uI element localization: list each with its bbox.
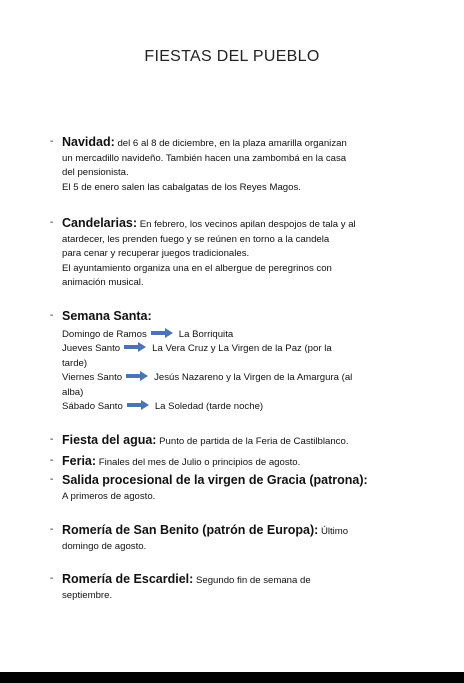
section-text: A primeros de agosto.: [62, 490, 156, 502]
section-text: animación musical.: [62, 277, 144, 288]
section-text: El 5 de enero salen las cabalgatas de los Reyes Magos.: [62, 181, 301, 193]
bullet: -: [50, 136, 54, 147]
section-text: del pensionista.: [62, 167, 129, 178]
procession-day: Jueves Santo: [62, 343, 121, 354]
procession-row: [62, 342, 407, 357]
section-text: El ayuntamiento organiza una en el albergue de peregrinos con: [62, 262, 332, 274]
section-heading: Romería de San Benito (patrón de Europa):: [62, 523, 319, 537]
bullet: -: [50, 474, 54, 485]
right-arrow-icon: [124, 344, 146, 350]
section-feria: [50, 454, 407, 471]
procession-day: Viernes Santo: [62, 372, 123, 383]
procession-desc: La Soledad (tarde noche): [154, 401, 264, 412]
bullet: -: [50, 310, 54, 321]
section-fiesta-agua: [50, 433, 407, 450]
procession-day: Domingo de Ramos: [62, 328, 147, 340]
procession-desc: La Borriquita: [178, 328, 234, 340]
section-heading: Fiesta del agua:: [62, 433, 157, 447]
page-title: FIESTAS DEL PUEBLO: [144, 48, 320, 65]
bullet: -: [50, 434, 54, 445]
procession-row-continuation: tarde): [62, 357, 88, 369]
section-text: Último: [320, 526, 349, 537]
section-heading: Navidad:: [62, 135, 115, 149]
section-text: Punto de partida de la Feria de Castilblanco.: [159, 436, 349, 447]
right-arrow-icon: [151, 330, 173, 336]
procession-row: [62, 371, 407, 386]
section-text: para cenar y recuperar juegos tradicionales.: [62, 248, 250, 259]
section-text: Finales del mes de Julio o principios de agosto.: [98, 457, 301, 468]
procession-row: [62, 328, 407, 343]
section-heading: Candelarias:: [62, 216, 138, 230]
section-text: septiembre.: [62, 589, 113, 601]
procession-row: [62, 400, 407, 415]
procession-desc: Jesús Nazareno y la Virgen de la Amargura (al: [154, 372, 353, 383]
section-romeria-escardiel: [50, 572, 407, 603]
section-salida-procesional: [50, 473, 407, 504]
section-navidad: [50, 135, 407, 195]
section-text: domingo de agosto.: [62, 540, 147, 552]
section-romeria-san-benito: [50, 523, 407, 554]
section-candelarias: [50, 216, 407, 291]
bullet: -: [50, 524, 54, 535]
section-text: un mercadillo navideño. También hacen una zambombá en la casa: [62, 152, 347, 164]
section-text: atardecer, les prenden fuego y se reúnen en torno a la candela: [62, 233, 330, 245]
section-heading: Salida procesional de la virgen de Gracia (patrona):: [62, 473, 368, 487]
bullet: -: [50, 455, 54, 466]
section-heading: Romería de Escardiel:: [62, 572, 194, 586]
section-text: Segundo fin de semana de: [195, 575, 311, 586]
right-arrow-icon: [127, 402, 149, 408]
section-text: del 6 al 8 de diciembre, en la plaza amarilla organizan: [117, 138, 347, 149]
bottom-bar: [0, 672, 464, 683]
procession-desc: La Vera Cruz y La Virgen de la Paz (por la: [152, 343, 332, 354]
bullet: -: [50, 573, 54, 584]
section-heading: Feria:: [62, 454, 97, 468]
bullet: -: [50, 217, 54, 228]
right-arrow-icon: [126, 373, 148, 379]
section-heading: Semana Santa:: [62, 309, 152, 323]
section-text: En febrero, los vecinos apilan despojos de tala y al: [139, 219, 356, 230]
procession-day: Sábado Santo: [62, 401, 123, 412]
section-semana-santa: [50, 309, 407, 415]
procession-row-continuation: alba): [62, 386, 84, 398]
